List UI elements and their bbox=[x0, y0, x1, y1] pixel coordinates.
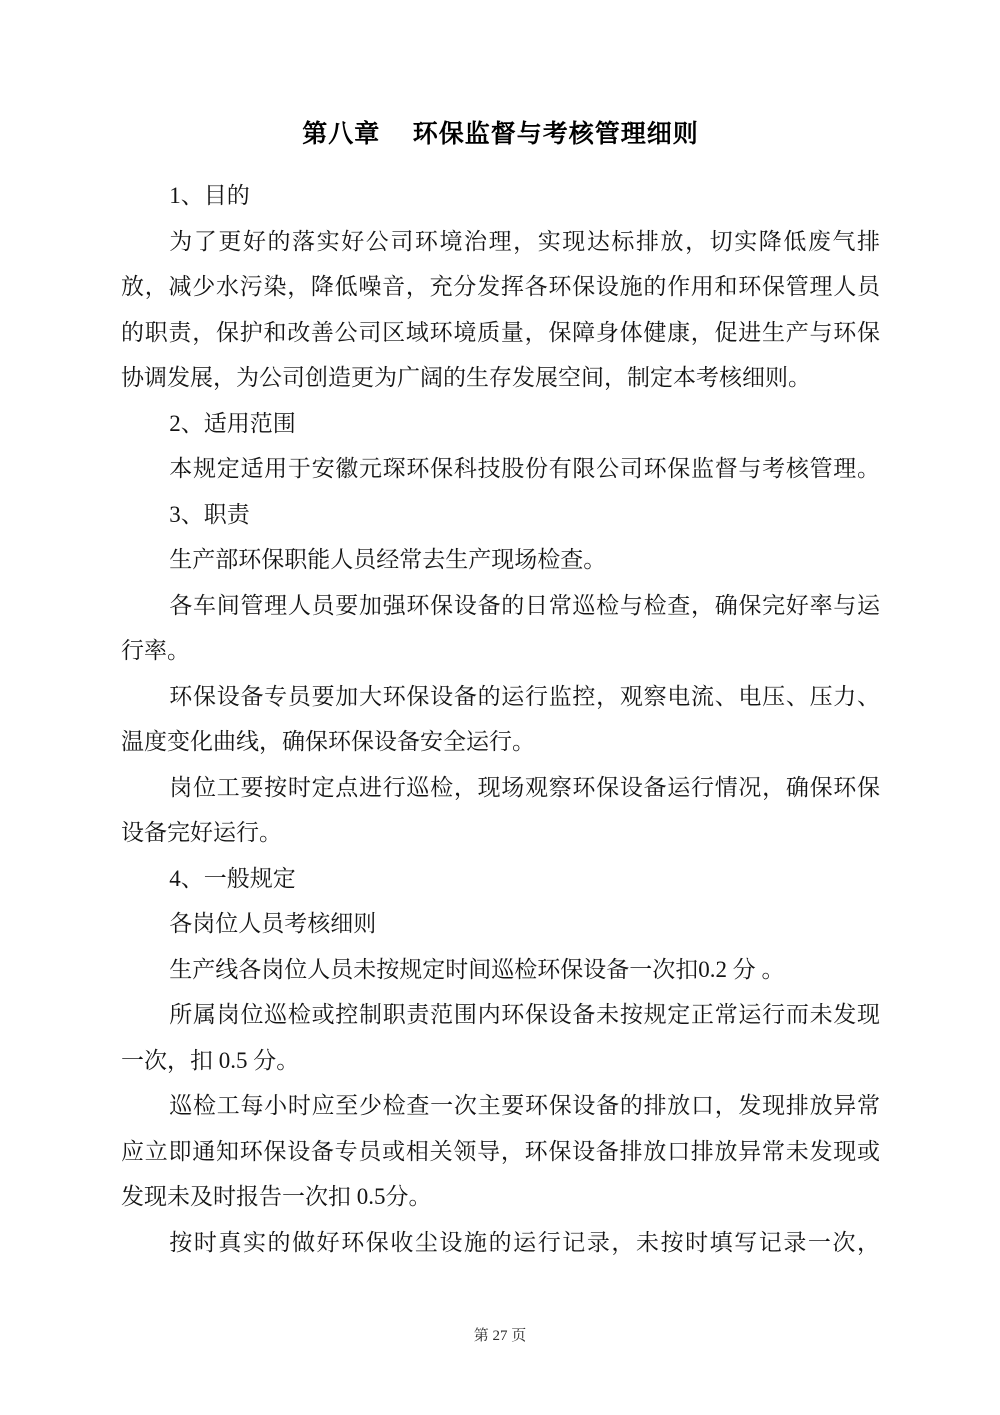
chapter-heading bbox=[121, 120, 880, 150]
text-line: 的职责，保护和改善公司区域环境质量，保障身体健康，促进生产与环保 bbox=[121, 319, 880, 345]
paragraph bbox=[121, 901, 880, 947]
text-line: 按时真实的做好环保收尘设施的运行记录，未按时填写记录一次， bbox=[169, 1229, 880, 1255]
text-line: 生产部环保职能人员经常去生产现场检查。 bbox=[169, 547, 607, 572]
paragraph bbox=[121, 492, 880, 538]
text-line: 放，减少水污染，降低噪音，充分发挥各环保设施的作用和环保管理人员 bbox=[121, 274, 880, 299]
text-line: 生产线各岗位人员未按规定时间巡检环保设备一次扣0.2 分 。 bbox=[169, 956, 785, 982]
text-line: 巡检工每小时应至少检查一次主要环保设备的排放口，发现排放异常 bbox=[169, 1093, 880, 1118]
text-line: 各岗位人员考核细则 bbox=[169, 911, 377, 936]
paragraph bbox=[121, 537, 880, 583]
paragraph bbox=[121, 856, 880, 902]
paragraph bbox=[121, 583, 880, 674]
page-footer bbox=[0, 1326, 1000, 1346]
text-line: 本规定适用于安徽元琛环保科技股份有限公司环保监督与考核管理。 bbox=[169, 456, 880, 481]
paragraph bbox=[121, 173, 880, 219]
paragraph bbox=[121, 401, 880, 447]
text-line: 应立即通知环保设备专员或相关领导，环保设备排放口排放异常未发现或 bbox=[121, 1138, 880, 1164]
text-line: 设备完好运行。 bbox=[121, 820, 282, 845]
text-line: 各车间管理人员要加强环保设备的日常巡检与检查，确保完好率与运 bbox=[169, 592, 880, 618]
text-line: 所属岗位巡检或控制职责范围内环保设备未按规定正常运行而未发现 bbox=[169, 1002, 880, 1027]
chapter-title: 环保监督与考核管理细则 bbox=[412, 121, 699, 148]
text-line: 4、一般规定 bbox=[169, 865, 296, 891]
text-line: 岗位工要按时定点进行巡检，现场观察环保设备运行情况，确保环保 bbox=[169, 774, 880, 800]
text-line: 协调发展，为公司创造更为广阔的生存发展空间，制定本考核细则。 bbox=[121, 365, 811, 390]
text-line: 一次，扣 0.5 分。 bbox=[121, 1047, 300, 1073]
paragraph bbox=[121, 1220, 880, 1266]
page-number: 第 27 页 bbox=[473, 1328, 527, 1344]
paragraph bbox=[121, 1083, 880, 1220]
text-line: 发现未及时报告一次扣 0.5分。 bbox=[121, 1184, 432, 1209]
chapter-number: 第八章 bbox=[302, 121, 381, 148]
paragraph bbox=[121, 947, 880, 993]
text-line: 温度变化曲线，确保环保设备安全运行。 bbox=[121, 729, 535, 754]
text-line: 1、目的 bbox=[169, 183, 250, 208]
text-line: 环保设备专员要加大环保设备的运行监控，观察电流、电压、压力、 bbox=[169, 683, 880, 709]
paragraph bbox=[121, 992, 880, 1083]
text-line: 为了更好的落实好公司环境治理，实现达标排放，切实降低废气排 bbox=[169, 228, 880, 254]
text-line: 行率。 bbox=[121, 638, 190, 663]
paragraph bbox=[121, 765, 880, 856]
paragraph bbox=[121, 219, 880, 401]
text-line: 3、职责 bbox=[169, 501, 250, 527]
paragraph bbox=[121, 674, 880, 765]
text-line: 2、适用范围 bbox=[169, 410, 296, 436]
paragraph bbox=[121, 446, 880, 492]
